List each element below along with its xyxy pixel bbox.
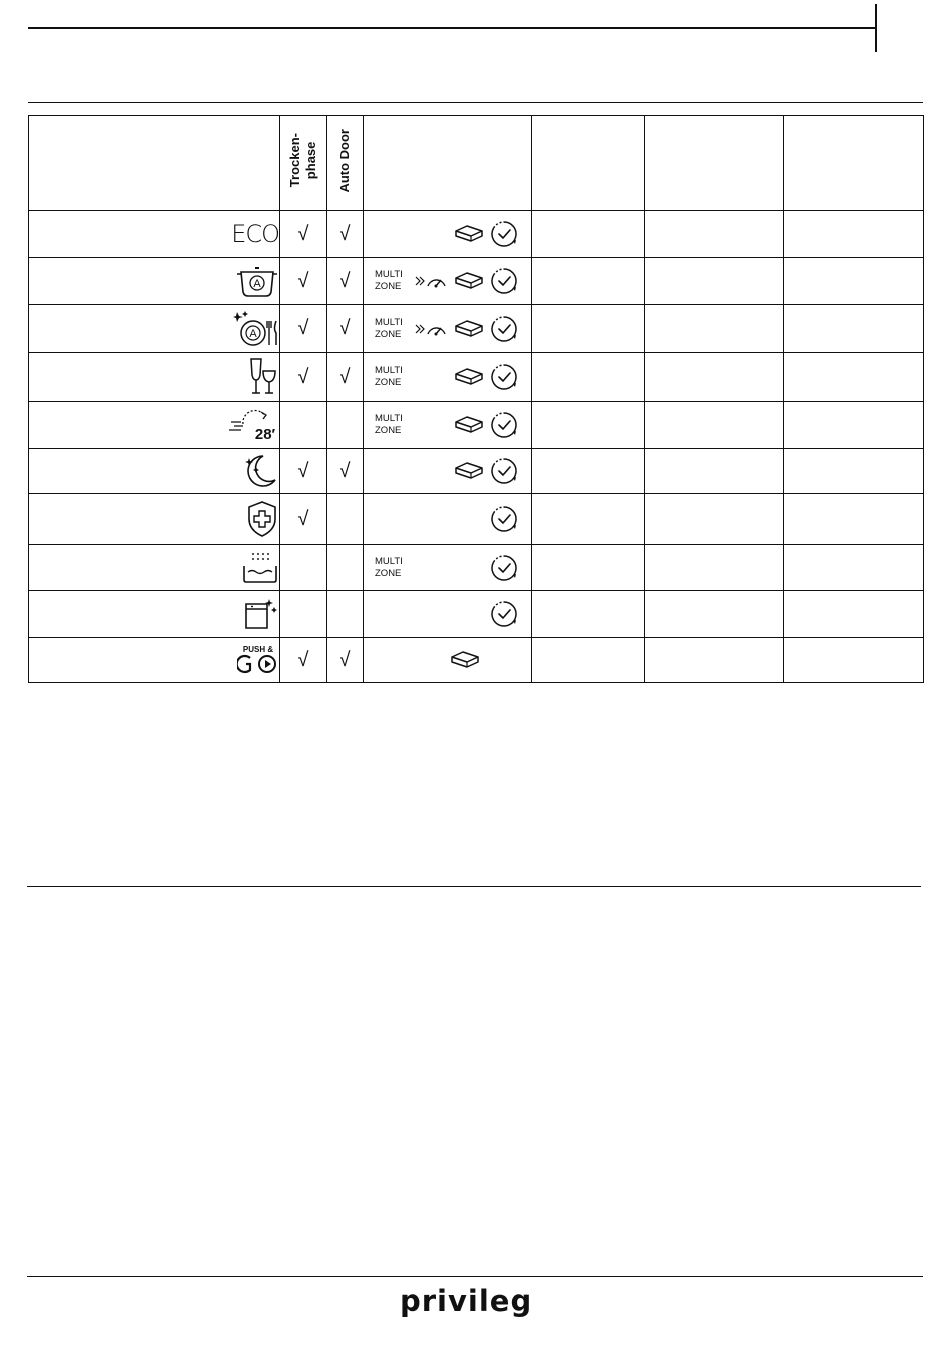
empty-cell	[784, 638, 924, 683]
header-program	[29, 116, 280, 211]
empty-cell	[784, 449, 924, 494]
table-row	[29, 211, 924, 258]
auto-pot-icon	[235, 262, 279, 300]
drying-cell	[280, 402, 327, 449]
svg-text:PUSH &: PUSH &	[242, 645, 274, 654]
table-row	[29, 494, 924, 545]
multizone-label: MULTI ZONE	[375, 269, 403, 292]
autodoor-cell: √	[327, 211, 364, 258]
section-rule-middle	[27, 886, 921, 887]
section-rule-top	[28, 102, 923, 103]
tablet-icon	[453, 365, 485, 389]
table-header-row	[29, 116, 924, 211]
tablet-icon	[453, 269, 485, 293]
tablet-icon	[453, 459, 485, 483]
eco-icon: ECO	[231, 220, 279, 248]
empty-cell	[784, 211, 924, 258]
delay-timer-icon	[489, 314, 519, 344]
multizone-label: MULTI ZONE	[375, 555, 403, 579]
options-cell	[364, 305, 532, 353]
delay-timer-icon	[489, 362, 519, 392]
header-autodoor	[327, 116, 364, 211]
delay-timer-icon	[489, 410, 519, 440]
options-cell	[364, 211, 532, 258]
multizone-label: MULTI ZONE	[375, 365, 403, 388]
delay-timer-icon	[489, 219, 519, 249]
drying-cell: √	[280, 449, 327, 494]
drying-cell: √	[280, 353, 327, 402]
empty-cell	[784, 258, 924, 305]
empty-cell	[532, 305, 645, 353]
multizone-label: MULTI ZONE	[375, 316, 403, 340]
empty-cell	[532, 353, 645, 402]
program-table	[28, 115, 924, 683]
header-col5	[532, 116, 645, 211]
drying-cell: √	[280, 258, 327, 305]
empty-cell	[532, 591, 645, 638]
empty-cell	[645, 494, 784, 545]
footer-rule	[27, 1276, 923, 1277]
prewash-icon	[241, 550, 279, 586]
empty-cell	[645, 545, 784, 591]
program-cell	[29, 638, 280, 683]
table-row	[29, 449, 924, 494]
multizone-label: MULTI ZONE	[375, 413, 403, 436]
table-row	[29, 305, 924, 353]
header-col6	[645, 116, 784, 211]
options-cell	[364, 402, 532, 449]
tablet-icon	[453, 413, 485, 437]
svg-text:28′: 28′	[254, 426, 276, 443]
auto-daily-icon	[233, 309, 279, 349]
top-corner-mark	[875, 4, 877, 52]
drying-cell	[280, 545, 327, 591]
table-row	[29, 402, 924, 449]
empty-cell	[645, 449, 784, 494]
autodoor-cell	[327, 545, 364, 591]
empty-cell	[784, 353, 924, 402]
table-row	[29, 638, 924, 683]
drying-cell	[280, 591, 327, 638]
turbo-icon	[414, 319, 448, 339]
drying-cell: √	[280, 638, 327, 683]
delay-timer-icon	[489, 456, 519, 486]
empty-cell	[784, 305, 924, 353]
svg-text:A: A	[249, 327, 257, 340]
program-cell	[29, 402, 280, 449]
program-cell	[29, 305, 280, 353]
empty-cell	[645, 402, 784, 449]
empty-cell	[784, 545, 924, 591]
header-options	[364, 116, 532, 211]
empty-cell	[784, 494, 924, 545]
empty-cell	[532, 211, 645, 258]
table-row	[29, 258, 924, 305]
program-cell	[29, 353, 280, 402]
empty-cell	[645, 305, 784, 353]
empty-cell	[532, 638, 645, 683]
program-cell	[29, 494, 280, 545]
autodoor-cell	[327, 402, 364, 449]
delay-timer-icon	[489, 553, 519, 583]
drying-cell: √	[280, 305, 327, 353]
options-cell	[364, 494, 532, 545]
empty-cell	[532, 258, 645, 305]
empty-cell	[645, 211, 784, 258]
empty-cell	[532, 449, 645, 494]
brand-logo: privileg	[400, 1284, 533, 1318]
glasses-icon	[247, 357, 279, 397]
turbo-icon	[414, 271, 448, 291]
table-row	[29, 591, 924, 638]
delay-timer-icon	[489, 504, 519, 534]
program-cell	[29, 258, 280, 305]
empty-cell	[645, 258, 784, 305]
empty-cell	[645, 353, 784, 402]
options-cell	[364, 638, 532, 683]
table-row	[29, 353, 924, 402]
program-cell	[29, 591, 280, 638]
options-cell	[364, 353, 532, 402]
delay-timer-icon	[489, 266, 519, 296]
tablet-icon	[453, 222, 485, 246]
tablet-icon	[449, 648, 481, 672]
header-drying-label: Trocken- phase	[287, 133, 318, 188]
program-cell	[29, 545, 280, 591]
program-cell	[29, 211, 280, 258]
header-col7	[784, 116, 924, 211]
header-drying	[280, 116, 327, 211]
night-icon	[243, 452, 279, 490]
autodoor-cell: √	[327, 305, 364, 353]
autodoor-cell: √	[327, 638, 364, 683]
delay-timer-icon	[489, 599, 519, 629]
options-cell	[364, 545, 532, 591]
autodoor-cell: √	[327, 258, 364, 305]
push-and-go-icon	[237, 642, 279, 678]
empty-cell	[784, 591, 924, 638]
header-autodoor-label: Auto Door	[337, 128, 352, 193]
options-cell	[364, 591, 532, 638]
empty-cell	[645, 591, 784, 638]
autodoor-cell: √	[327, 353, 364, 402]
svg-text:A: A	[253, 278, 261, 290]
autodoor-cell	[327, 591, 364, 638]
empty-cell	[532, 545, 645, 591]
empty-cell	[645, 638, 784, 683]
tablet-icon	[453, 317, 485, 341]
options-cell	[364, 449, 532, 494]
table-row	[29, 545, 924, 591]
drying-cell: √	[280, 494, 327, 545]
empty-cell	[532, 494, 645, 545]
program-cell	[29, 449, 280, 494]
autodoor-cell: √	[327, 449, 364, 494]
empty-cell	[784, 402, 924, 449]
sanitize-shield-icon	[245, 499, 279, 539]
options-cell	[364, 258, 532, 305]
quick-28-icon	[229, 406, 279, 444]
top-rule	[28, 27, 876, 29]
autodoor-cell	[327, 494, 364, 545]
self-clean-icon	[243, 596, 279, 632]
empty-cell	[532, 402, 645, 449]
drying-cell: √	[280, 211, 327, 258]
